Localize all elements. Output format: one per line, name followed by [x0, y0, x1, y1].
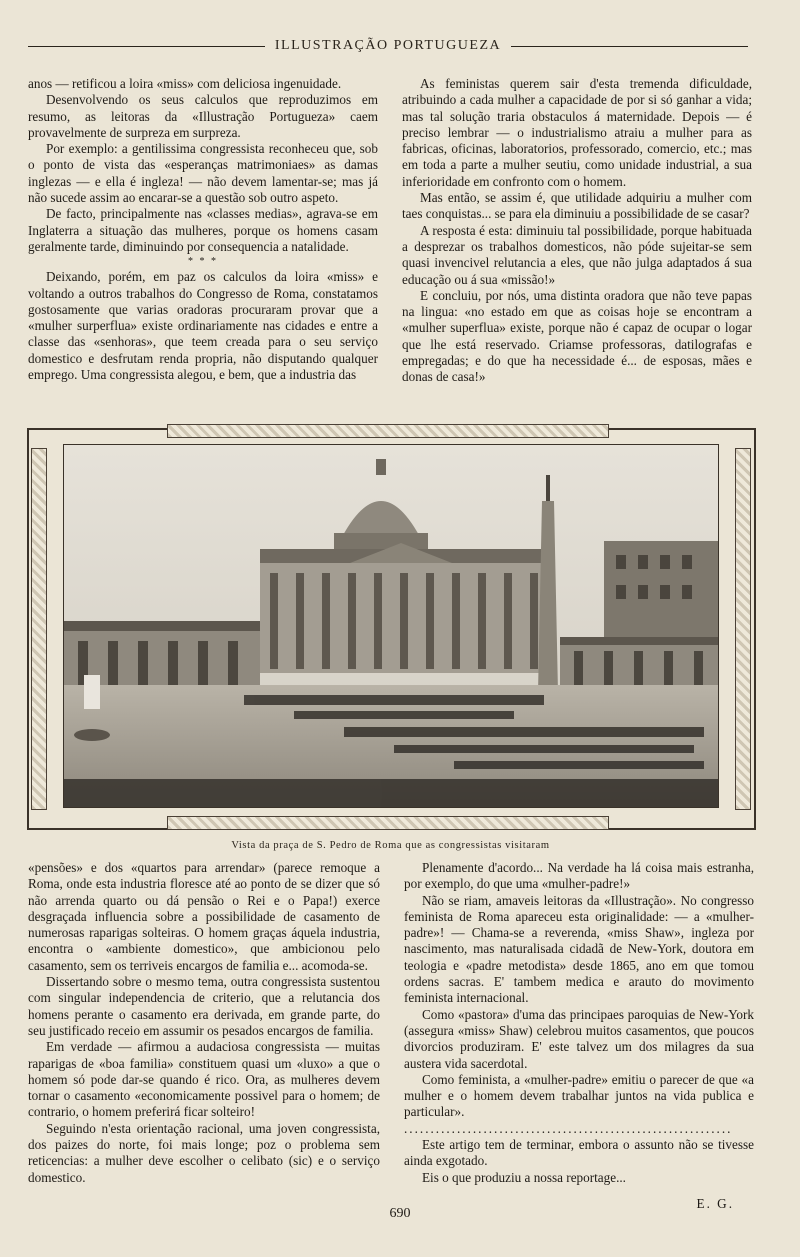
frame-scroll-ornament-bottom: [167, 816, 609, 830]
column-top-right: [402, 76, 752, 386]
paragraph: Por exemplo: a gentilissima congressista reconheceu que, sob o ponto de vista das «esperanças matrimoniaes» as damas inglezas — e ella é ingleza! — não devem lamentar-se; mas já não sucede assim ao encarar-se a questão sob outro aspeto.: [28, 141, 378, 206]
paragraph: Deixando, porém, em paz os calculos da loira «miss» e voltando a outros trabalhos do Congresso de Roma, constatamos gostosamente que varias oradoras procuraram provar que a «mulher surperflua» existe ordinariamente nas cidades e entre a classe das «senhoras», que teem creada para o seu serviço domestico e desfrutam renda propria, não disputando qualquer emprego. Uma congressista alegou, e bem, que a industria das: [28, 269, 378, 383]
photo-illustration: [64, 445, 718, 807]
paragraph: E concluiu, por nós, uma distinta oradora que não teve papas na lingua: «no estado em que as coisas hoje se encontram a «mulher superflua» existe, porque não é capaz de ocupar o logar que lhe está reservado. Criamse professoras, datilografas e empregadas; e do que ha necessidade é... de esposas, mães e donas de casa!»: [402, 287, 752, 385]
paragraph: Como «pastora» d'uma das principaes paroquias de New-York (assegura «miss» Shaw) celebrou muitos casamentos, que poucos divorcios produziram. E' este talvez um dos milagres da sua austera vida sacerdotal.: [404, 1006, 754, 1071]
paragraph: De facto, principalmente nas «classes medias», agrava-se em Inglaterra a situação das mulheres, porque os homens casam geralmente tarde, diminuindo por consequencia a natalidade.: [28, 206, 378, 254]
paragraph: Seguindo n'esta orientação racional, uma joven congressista, dos paizes do norte, foi mais longe; poz o problema sem reticencias: a mulher deve escolher o celibato (sic) e o serviço domestico.: [28, 1120, 380, 1185]
paragraph: anos — retificou a loira «miss» com deliciosa ingenuidade.: [28, 76, 342, 91]
paragraph: Como feminista, a «mulher-padre» emitiu o parecer de que «a mulher e o homem devem trabalhar juntos na vida publica e particular».: [404, 1071, 754, 1120]
paragraph: A resposta é esta: diminuiu tal possibilidade, porque habituada a desprezar os trabalhos domesticos, não póde sujeitar-se sem quasi invencivel relutancia a eles, que não julga adaptados á sua educação ou á sua «missão!»: [402, 222, 752, 287]
paragraph: Dissertando sobre o mesmo tema, outra congressista sustentou com singular independencia de criterio, que a relutancia dos homens perante o casamento era derivada, em grande parte, do seu justificado receio em assumir os pesados encargos de familia.: [28, 974, 380, 1038]
section-break-asterisks: * * *: [188, 256, 218, 268]
figure-st-peters-square: [27, 428, 754, 851]
paragraph: As feministas querem sair d'esta tremenda dificuldade, atribuindo a cada mulher a capacidade de por si só ganhar a vida; mas tal solução traria obstaculos á maternidade. Depois — é preciso lembrar — o industrialismo atraiu a mulher para as fabricas, oficinas, laboratorios, professorado, comercio, etc.; mas em toda a parte a mulher seutiu, como unidade industrial, a sua inferioridade em confronto com o homem.: [402, 76, 752, 189]
photograph: [63, 444, 719, 808]
column-top-left: [28, 76, 378, 383]
paragraph: Eis o que produziu a nossa reportage...: [422, 1169, 626, 1185]
paragraph: Mas então, se assim é, que utilidade adquiriu a mulher com taes conquistas... se para ela diminuiu a possibilidade de se casar?: [402, 190, 752, 222]
column-bottom-right: [404, 860, 754, 1212]
frame-scroll-ornament-right: [735, 448, 751, 810]
figure-caption: Vista da praça de S. Pedro de Roma que as congressistas visitaram: [231, 840, 550, 851]
paragraph: Desenvolvendo os seus calculos que reproduzimos em resumo, as leitoras da «Illustração Portugueza» caem provavelmente de surpreza em surpreza.: [28, 92, 378, 140]
header-rule-right: [511, 46, 748, 47]
paragraph: Plenamente d'acordo... Na verdade ha lá coisa mais estranha, por exemplo, do que uma «mulher-padre!»: [404, 860, 754, 892]
page-number: 690: [389, 1206, 411, 1221]
paragraph: Não se riam, amaveis leitoras da «Illustração». No congresso feminista de Roma apareceu esta originalidade: — a «mulher-padre»! — Chama-se a reverenda, «miss Shaw», ingleza por nascimento, mas naturalisada cidadã de New-York, doutora em teologia e «padre metodista» desde 1865, ano em que tomou ordens sacras. E' tambem medica e arauto do movimento feminista internacional.: [404, 892, 754, 1006]
paragraph: «pensões» e dos «quartos para arrendar» (parece remoque a Roma, onde esta industria floresce até ao ponto de se dizer que só não arrenda quarto ou dá pensão o Rei e o Papa!) exerce desgraçada influencia sobre a possibilidade de casamento de numerosas raparigas solteiras. O homem graças áquela industria, encontra o «ambiente domestico», que ambicionou pelo casamento, sem os terriveis encargos de familia e... acomoda-se.: [28, 860, 380, 973]
running-head: [28, 38, 748, 54]
frame-scroll-ornament-left: [31, 448, 47, 810]
header-rule-left: [28, 46, 265, 47]
paragraph: Este artigo tem de terminar, embora o assunto não se tivesse ainda exgotado.: [404, 1137, 754, 1169]
paragraph: Em verdade — afirmou a audaciosa congressista — muitas raparigas de «boa familia» constituem quasi um «luxo» a que o homem só pode dar-se quando é rico. Ora, as mulheres devem tornar o casamento «economicamente possivel para o homem; de contrario, o homem preferirá ficar solteiro!: [28, 1039, 380, 1120]
column-bottom-left: [28, 860, 380, 1186]
dotted-separator: ..............................................................: [404, 1120, 733, 1136]
author-signature: E. G.: [696, 1195, 734, 1211]
frame-scroll-ornament-top: [167, 424, 609, 438]
running-title: ILLUSTRAÇÃO PORTUGUEZA: [274, 38, 502, 53]
